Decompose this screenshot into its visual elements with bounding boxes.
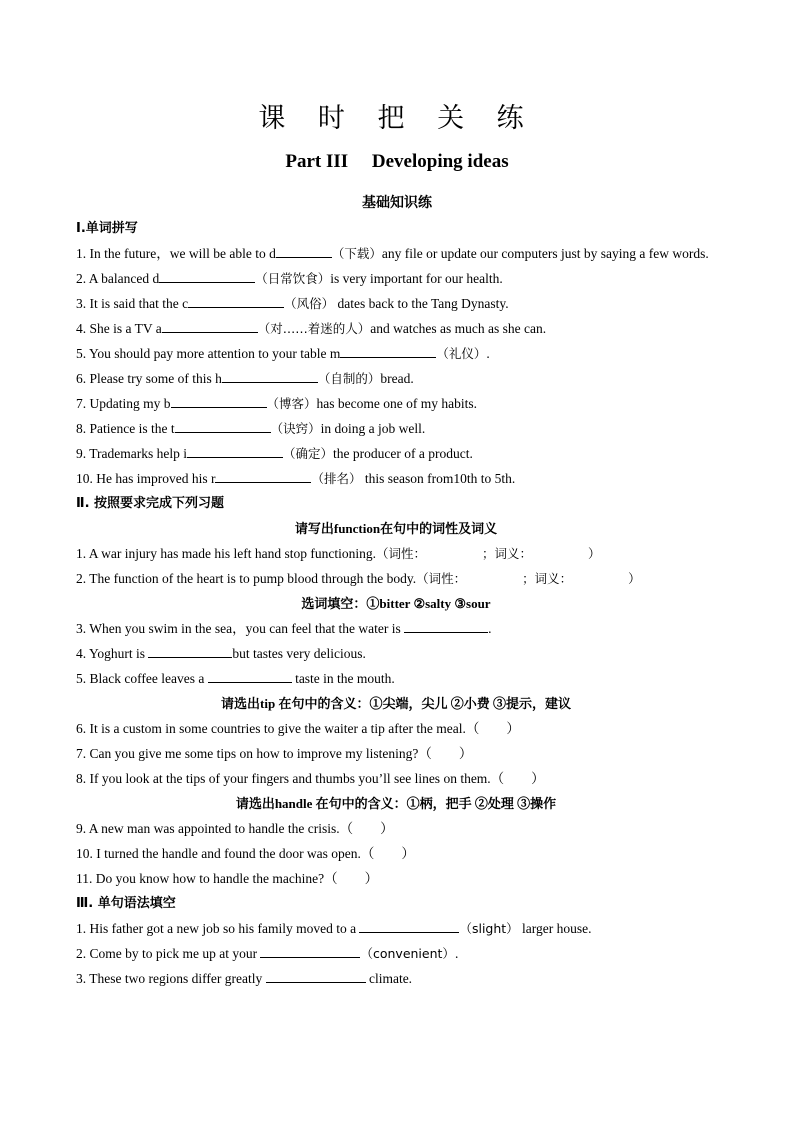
group4-title: 请选出handle 在句中的含义：①柄，把手 ②处理 ③操作 xyxy=(235,796,557,811)
item-text: 10. He has improved his r xyxy=(76,471,216,486)
item-hint: （下载） xyxy=(331,246,382,261)
item-text: 4. She is a TV a xyxy=(76,321,162,336)
exercise-item xyxy=(76,366,716,391)
item-text: but tastes very delicious. xyxy=(232,646,366,661)
item-hint: （自制的） xyxy=(317,371,381,386)
item-hint: （博客） xyxy=(266,396,317,411)
item-hint: （确定） xyxy=(283,446,334,461)
part1-heading: Ⅰ.单词拼写 xyxy=(76,221,138,236)
item-text: 3. These two regions differ greatly xyxy=(76,971,266,986)
item-text: 5. Black coffee leaves a xyxy=(76,671,208,686)
item-text: in doing a job well. xyxy=(320,421,426,436)
answer-blank[interactable] xyxy=(188,293,284,308)
item-text: climate. xyxy=(365,971,413,986)
exercise-item xyxy=(76,641,716,666)
item-hint: （词性： xyxy=(416,571,467,586)
item-hint: （日常饮食） xyxy=(255,271,331,286)
exercise-item xyxy=(76,341,716,366)
item-text: 6. Please try some of this h xyxy=(76,371,222,386)
item-text: 3. When you swim in the sea，you can feel that the water is xyxy=(76,621,405,636)
item-text: 7. Updating my b xyxy=(76,396,171,411)
exercise-item xyxy=(76,566,716,591)
answer-blank[interactable] xyxy=(222,368,318,383)
item-text: this season from10th to 5th. xyxy=(361,471,516,486)
item-text: is very important for our health. xyxy=(330,271,503,286)
item-hint: （排名） xyxy=(311,471,362,486)
exercise-item: 10. I turned the handle and found the door was open.（ ） xyxy=(76,846,415,861)
item-text: . xyxy=(488,621,492,636)
answer-blank[interactable] xyxy=(187,443,283,458)
item-text: larger house. xyxy=(518,921,592,936)
item-hint: （诀窍） xyxy=(270,421,321,436)
item-hint: （convenient） xyxy=(360,946,455,961)
exercise-item xyxy=(76,291,716,316)
item-text: and watches as much as she can. xyxy=(370,321,547,336)
exercise-item: 8. If you look at the tips of your fingers and thumbs you’ll see lines on them.（ ） xyxy=(76,771,545,786)
item-text: 1. A war injury has made his left hand stop functioning. xyxy=(76,546,376,561)
item-hint: ） xyxy=(587,546,601,561)
exercise-item xyxy=(76,316,716,341)
item-hint: ；词义： xyxy=(522,571,573,586)
answer-blank[interactable] xyxy=(208,668,292,683)
item-text: dates back to the Tang Dynasty. xyxy=(334,296,509,311)
item-text: any file or update our computers just by saying a few words. xyxy=(381,246,709,261)
answer-blank[interactable] xyxy=(359,918,459,933)
worksheet-content xyxy=(76,216,716,991)
item-text: 1. His father got a new job so his family moved to a xyxy=(76,921,360,936)
item-hint: （礼仪） xyxy=(436,346,487,361)
section-heading: 基础知识练 xyxy=(362,195,432,211)
item-text: 3. It is said that the c xyxy=(76,296,189,311)
answer-blank[interactable] xyxy=(148,643,232,658)
item-text: . xyxy=(454,946,459,961)
item-text: 4. Yoghurt is xyxy=(76,646,149,661)
item-text: 2. Come by to pick me up at your xyxy=(76,946,261,961)
exercise-item: 11. Do you know how to handle the machine?（ ） xyxy=(76,871,379,886)
item-hint: ） xyxy=(628,571,641,586)
answer-blank[interactable] xyxy=(175,418,271,433)
group2-title: 选词填空：①bitter ②salty ③sour xyxy=(301,596,491,611)
item-text: 9. Trademarks help i xyxy=(76,446,187,461)
answer-blank[interactable] xyxy=(266,968,366,983)
part3-heading: Ⅲ. 单句语法填空 xyxy=(76,896,176,911)
item-text: 5. You should pay more attention to your table m xyxy=(76,346,341,361)
item-text: has become one of my habits. xyxy=(316,396,477,411)
answer-blank[interactable] xyxy=(404,618,488,633)
group3-title: 请选出tip 在句中的含义：①尖端，尖儿 ②小费 ③提示，建议 xyxy=(221,696,571,711)
item-hint: ；词义： xyxy=(481,546,532,561)
exercise-item xyxy=(76,966,716,991)
exercise-item xyxy=(76,941,716,966)
exercise-item: 7. Can you give me some tips on how to improve my listening?（ ） xyxy=(76,746,473,761)
exercise-item xyxy=(76,916,716,941)
page-title: 课 时 把 关 练 xyxy=(258,103,536,134)
exercise-item xyxy=(76,416,716,441)
exercise-item xyxy=(76,441,716,466)
item-hint: （对……着迷的人） xyxy=(257,321,371,336)
exercise-item xyxy=(76,391,716,416)
exercise-item xyxy=(76,541,716,566)
answer-blank[interactable] xyxy=(159,268,255,283)
exercise-item: 6. It is a custom in some countries to give the waiter a tip after the meal.（ ） xyxy=(76,721,520,736)
exercise-item xyxy=(76,266,716,291)
page-subtitle: Part III Developing ideas xyxy=(285,151,509,172)
exercise-item: 9. A new man was appointed to handle the crisis.（ ） xyxy=(76,821,394,836)
group1-title: 请写出function在句中的词性及词义 xyxy=(294,521,498,536)
exercise-item xyxy=(76,616,716,641)
item-text: 8. Patience is the t xyxy=(76,421,175,436)
exercise-item xyxy=(76,666,716,691)
exercise-item xyxy=(76,466,716,491)
item-text: taste in the mouth. xyxy=(291,671,395,686)
answer-blank[interactable] xyxy=(171,393,267,408)
answer-blank[interactable] xyxy=(162,318,258,333)
item-text: bread. xyxy=(380,371,414,386)
item-text: 1. In the future，we will be able to d xyxy=(76,246,276,261)
item-hint: （slight） xyxy=(459,921,519,936)
exercise-item xyxy=(76,241,716,266)
item-text: . xyxy=(486,346,490,361)
answer-blank[interactable] xyxy=(215,468,311,483)
item-text: 2. The function of the heart is to pump blood through the body. xyxy=(76,571,417,586)
answer-blank[interactable] xyxy=(260,943,360,958)
answer-blank[interactable] xyxy=(276,243,332,258)
item-hint: （词性： xyxy=(375,546,426,561)
part2-heading: Ⅱ. 按照要求完成下列习题 xyxy=(76,496,225,511)
item-text: 2. A balanced d xyxy=(76,271,160,286)
item-text: the producer of a product. xyxy=(333,446,473,461)
answer-blank[interactable] xyxy=(340,343,436,358)
item-hint: （风俗） xyxy=(284,296,335,311)
